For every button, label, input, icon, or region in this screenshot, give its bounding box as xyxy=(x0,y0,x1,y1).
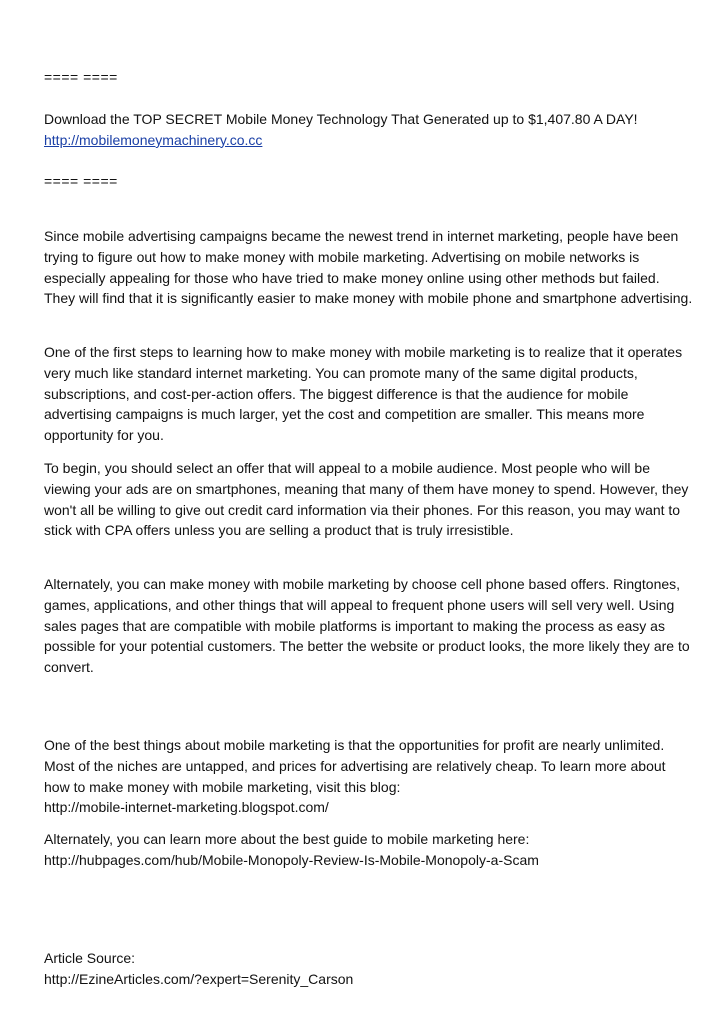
article-paragraph-6: Alternately, you can learn more about the best guide to mobile marketing here: xyxy=(44,831,530,847)
article-source-block xyxy=(44,948,694,990)
article-source-label: Article Source: xyxy=(44,950,136,966)
promo-text: Download the TOP SECRET Mobile Money Technology That Generated up to $1,407.80 A DAY! xyxy=(44,111,638,127)
article-paragraph-2: One of the first steps to learning how to make money with mobile marketing is to realize that it operates very much like standard internet marketing. You can promote many of the same digital products, subscriptions, and cost-per-action offers. The biggest difference is that the audience for mobile advertising campaigns is much larger, yet the cost and competition are smaller. This means more opportunity for you. xyxy=(44,344,683,444)
promo-block xyxy=(44,109,694,151)
article-paragraph-5-block xyxy=(44,735,694,818)
article-paragraph-4: Alternately, you can make money with mobile marketing by choose cell phone based offers. Ringtones, games, applications, and other things that will appeal to frequent phone users will sell very well. Using sales pages that are compatible with mobile platforms is important to making the process as easy as possible for your potential customers. The better the website or product looks, the more likely they are to convert. xyxy=(44,576,690,676)
promo-link[interactable]: http://mobilemoneymachinery.co.cc xyxy=(44,131,263,148)
article-paragraph-1: Since mobile advertising campaigns became the newest trend in internet marketing, people have been trying to figure out how to make money with mobile marketing. Advertising on mobile networks is especially appealing for those who have tried to make money online using other methods but failed. They will find that it is significantly easier to make money with mobile phone and smartphone advertising. xyxy=(44,228,693,307)
separator-top: ==== ==== xyxy=(44,69,118,85)
article-paragraph-3: To begin, you should select an offer that will appeal to a mobile audience. Most people who will be viewing your ads are on smartphones, meaning that many of them have money to spend. However, they won't all be willing to give out credit card information via their phones. For this reason, you may want to stick with CPA offers unless you are selling a product that is truly irresistible. xyxy=(44,460,689,539)
blog-url[interactable]: http://mobile-internet-marketing.blogspot.com/ xyxy=(44,799,329,816)
article-paragraph-5: One of the best things about mobile marketing is that the opportunities for profit are nearly unlimited. Most of the niches are untapped, and prices for advertising are relatively cheap. To learn more about how to make money with mobile marketing, visit this blog: xyxy=(44,737,666,795)
hubpages-url[interactable]: http://hubpages.com/hub/Mobile-Monopoly-Review-Is-Mobile-Monopoly-a-Scam xyxy=(44,851,539,868)
article-source-url[interactable]: http://EzineArticles.com/?expert=Serenity_Carson xyxy=(44,970,354,987)
article-paragraph-6-block xyxy=(44,829,694,871)
separator-bottom: ==== ==== xyxy=(44,173,118,189)
